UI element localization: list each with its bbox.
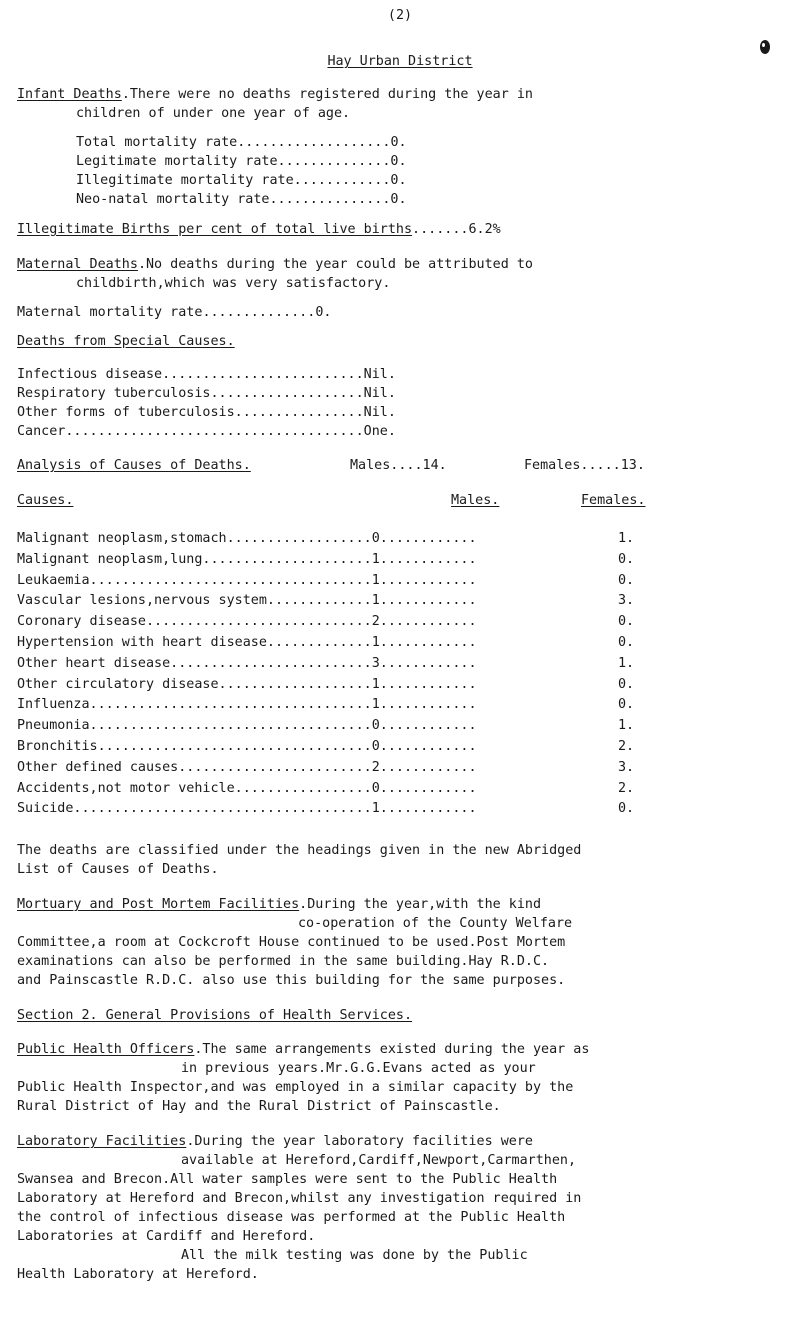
special-cause-row: Respiratory tuberculosis...................Nil. bbox=[17, 386, 396, 401]
cause-label: Pneumonia...................................0............ bbox=[17, 718, 477, 734]
females-total: Females.....13. bbox=[524, 458, 645, 473]
special-cause-row: Cancer.....................................One. bbox=[17, 424, 396, 439]
special-cause-row: Infectious disease.........................Nil. bbox=[17, 367, 396, 382]
hole-punch-mark bbox=[760, 40, 770, 54]
page-number: (2) bbox=[387, 8, 413, 23]
cause-females-value: 0. bbox=[618, 801, 635, 817]
cause-label: Other heart disease.........................3............ bbox=[17, 655, 477, 671]
public-health-heading: Public Health Officers bbox=[17, 1042, 195, 1057]
classification-note-line-1: The deaths are classified under the headings given in the new Abridged bbox=[17, 843, 582, 858]
cause-label: Other circulatory disease...................1............ bbox=[17, 676, 477, 692]
cause-label: Suicide.....................................1............ bbox=[17, 801, 477, 817]
cause-label: Bronchitis..................................0............ bbox=[17, 739, 477, 754]
cause-females-value: 0. bbox=[618, 676, 635, 692]
laboratory-line: All the milk testing was done by the Public bbox=[181, 1248, 528, 1263]
laboratory-line-1: Laboratory Facilities.During the year laboratory facilities were bbox=[17, 1134, 533, 1149]
cause-females-value: 1. bbox=[618, 655, 635, 671]
cause-label: Leukaemia...................................1............ bbox=[17, 572, 477, 588]
cause-label: Vascular lesions,nervous system.............1............ bbox=[17, 593, 477, 609]
column-header-causes: Causes. bbox=[17, 493, 74, 508]
section-2-heading: Section 2. General Provisions of Health Services. bbox=[17, 1008, 413, 1023]
laboratory-line: Laboratory at Hereford and Brecon,whilst any investigation required in bbox=[17, 1191, 582, 1206]
maternal-deaths-heading: Maternal Deaths bbox=[17, 257, 138, 272]
mortuary-heading: Mortuary and Post Mortem Facilities bbox=[17, 897, 300, 912]
cause-females-value: 1. bbox=[618, 718, 635, 734]
cause-females-value: 3. bbox=[618, 593, 635, 609]
mortality-rate-row: Illegitimate mortality rate............0. bbox=[76, 173, 407, 188]
public-health-line: in previous years.Mr.G.G.Evans acted as your bbox=[181, 1061, 536, 1076]
special-cause-row: Other forms of tuberculosis................Nil. bbox=[17, 405, 396, 420]
cause-females-value: 0. bbox=[618, 551, 635, 567]
males-total: Males....14. bbox=[350, 458, 447, 473]
laboratory-line: Laboratories at Cardiff and Hereford. bbox=[17, 1229, 316, 1244]
cause-females-value: 0. bbox=[618, 635, 635, 650]
infant-deaths-heading: Infant Deaths bbox=[17, 87, 122, 102]
illegitimate-births-line: Illegitimate Births per cent of total live births.......6.2% bbox=[17, 222, 501, 237]
laboratory-line: Health Laboratory at Hereford. bbox=[17, 1267, 259, 1282]
cause-label: Accidents,not motor vehicle.................0............ bbox=[17, 780, 477, 796]
infant-deaths-line: Infant Deaths.There were no deaths registered during the year in bbox=[17, 87, 533, 102]
mortality-rate-row: Total mortality rate...................0. bbox=[76, 135, 407, 150]
maternal-deaths-line-2: childbirth,which was very satisfactory. bbox=[76, 276, 391, 291]
district-heading: Hay Urban District bbox=[327, 54, 473, 69]
mortuary-paragraph-line: examinations can also be performed in the same building.Hay R.D.C. bbox=[17, 954, 550, 969]
cause-females-value: 2. bbox=[618, 739, 635, 754]
mortality-rate-row: Legitimate mortality rate..............0. bbox=[76, 154, 407, 169]
cause-label: Other defined causes........................2............ bbox=[17, 759, 477, 775]
cause-label: Malignant neoplasm,stomach..................0............ bbox=[17, 531, 477, 546]
column-header-males: Males. bbox=[451, 493, 500, 508]
laboratory-line: available at Hereford,Cardiff,Newport,Carmarthen, bbox=[181, 1153, 577, 1168]
cause-label: Coronary disease............................2............ bbox=[17, 614, 477, 630]
cause-females-value: 0. bbox=[618, 697, 635, 713]
cause-females-value: 0. bbox=[618, 572, 635, 588]
public-health-line: Public Health Inspector,and was employed in a similar capacity by the bbox=[17, 1080, 574, 1095]
mortuary-paragraph-line: Committee,a room at Cockcroft House continued to be used.Post Mortem bbox=[17, 935, 566, 950]
mortuary-paragraph-line-1: Mortuary and Post Mortem Facilities.During the year,with the kind bbox=[17, 897, 542, 912]
cause-label: Hypertension with heart disease.............1............ bbox=[17, 635, 477, 650]
maternal-deaths-line: Maternal Deaths.No deaths during the year could be attributed to bbox=[17, 257, 533, 272]
cause-females-value: 0. bbox=[618, 614, 635, 630]
cause-label: Malignant neoplasm,lung.....................1............ bbox=[17, 551, 477, 567]
mortuary-paragraph-line: and Painscastle R.D.C. also use this building for the same purposes. bbox=[17, 973, 566, 988]
cause-females-value: 3. bbox=[618, 759, 635, 775]
laboratory-line: Swansea and Brecon.All water samples were sent to the Public Health bbox=[17, 1172, 558, 1187]
special-causes-heading: Deaths from Special Causes. bbox=[17, 334, 235, 349]
cause-label: Influenza...................................1............ bbox=[17, 697, 477, 713]
cause-females-value: 1. bbox=[618, 531, 635, 546]
classification-note-line-2: List of Causes of Deaths. bbox=[17, 862, 219, 877]
cause-females-value: 2. bbox=[618, 780, 635, 796]
maternal-rate-row: Maternal mortality rate..............0. bbox=[17, 305, 332, 320]
analysis-heading: Analysis of Causes of Deaths. bbox=[17, 458, 251, 473]
laboratory-heading: Laboratory Facilities bbox=[17, 1134, 187, 1149]
public-health-line-1: Public Health Officers.The same arrangements existed during the year as bbox=[17, 1042, 590, 1057]
infant-deaths-line-2: children of under one year of age. bbox=[76, 106, 351, 121]
mortuary-paragraph-line: co-operation of the County Welfare bbox=[298, 916, 573, 931]
mortality-rate-row: Neo-natal mortality rate...............0. bbox=[76, 192, 407, 207]
column-header-females: Females. bbox=[581, 493, 646, 508]
laboratory-line: the control of infectious disease was performed at the Public Health bbox=[17, 1210, 566, 1225]
public-health-line: Rural District of Hay and the Rural District of Painscastle. bbox=[17, 1099, 501, 1114]
